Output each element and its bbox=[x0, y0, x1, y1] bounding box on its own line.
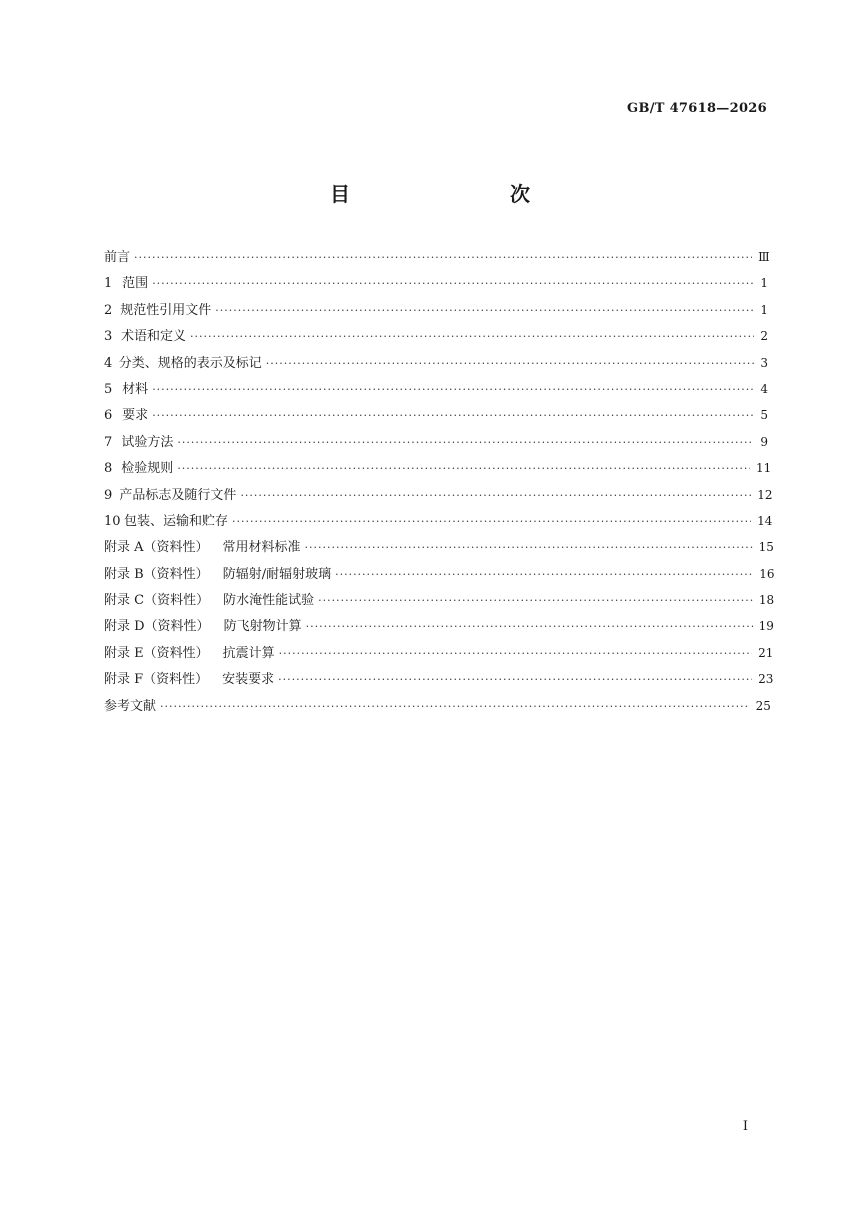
toc-entry[interactable] bbox=[104, 484, 773, 510]
toc-entry[interactable] bbox=[104, 695, 771, 721]
toc-dot-leader bbox=[232, 515, 751, 528]
toc-entry-label: 抗震计算 bbox=[222, 645, 275, 661]
document-code: GB/T 47618—2026 bbox=[627, 101, 767, 116]
toc-entry-label: 安装要求 bbox=[222, 672, 275, 688]
toc-entry-page: 11 bbox=[755, 461, 772, 476]
toc-entry-label: 防辐射/耐辐射玻璃 bbox=[222, 566, 332, 582]
toc-entry-page: 1 bbox=[760, 302, 768, 317]
toc-entry-page: 15 bbox=[758, 540, 774, 555]
toc-entry-label: 包装、运输和贮存 bbox=[123, 513, 228, 529]
toc-dot-leader bbox=[152, 277, 754, 290]
toc-entry[interactable] bbox=[104, 352, 768, 378]
toc-dot-leader bbox=[160, 700, 750, 713]
toc-entry-number: 8 bbox=[104, 461, 113, 477]
toc-entry-page: 2 bbox=[760, 329, 768, 344]
toc-entry-label: 检验规则 bbox=[121, 461, 174, 477]
toc-entry-label: 分类、规格的表示及标记 bbox=[118, 355, 262, 371]
toc-entry-number: 附录 F（资料性） bbox=[104, 672, 209, 688]
toc-dot-leader bbox=[190, 330, 754, 343]
toc-entry-label: 常用材料标准 bbox=[222, 540, 301, 556]
toc-entry[interactable] bbox=[104, 299, 768, 325]
toc-dot-leader bbox=[152, 409, 754, 422]
table-of-contents bbox=[104, 246, 775, 721]
toc-entry-label: 要求 bbox=[122, 408, 149, 424]
toc-entry[interactable] bbox=[104, 378, 768, 404]
toc-entry-page: 21 bbox=[758, 645, 774, 660]
toc-entry-number: 附录 C（资料性） bbox=[104, 593, 210, 609]
toc-dot-leader bbox=[177, 462, 750, 475]
toc-entry-label: 试验方法 bbox=[121, 434, 174, 450]
toc-entry-label: 产品标志及随行文件 bbox=[119, 487, 237, 503]
toc-entry-page: 25 bbox=[755, 698, 771, 713]
toc-entry[interactable] bbox=[104, 404, 768, 430]
toc-entry-number: 6 bbox=[104, 408, 113, 424]
toc-entry-page: 19 bbox=[758, 619, 774, 634]
toc-entry-label: 防飞射物计算 bbox=[223, 619, 302, 635]
toc-entry[interactable] bbox=[104, 615, 774, 641]
toc-entry-page: 1 bbox=[760, 276, 768, 291]
toc-entry-number: 1 bbox=[104, 276, 113, 292]
toc-entry-page: 18 bbox=[758, 593, 775, 608]
toc-dot-leader bbox=[306, 620, 753, 633]
toc-dot-leader bbox=[278, 673, 752, 686]
toc-entry-number: 9 bbox=[104, 487, 113, 503]
toc-entry-number: 附录 D（资料性） bbox=[104, 619, 210, 635]
toc-entry-number: 10 bbox=[104, 513, 121, 529]
toc-dot-leader bbox=[318, 594, 753, 607]
toc-dot-leader bbox=[279, 647, 752, 660]
toc-entry-number: 附录 B（资料性） bbox=[104, 566, 209, 582]
toc-entry-number: 附录 E（资料性） bbox=[104, 645, 209, 661]
toc-entry[interactable] bbox=[104, 272, 768, 298]
toc-entry-page: 3 bbox=[760, 355, 768, 370]
toc-entry-page: 4 bbox=[760, 381, 768, 396]
toc-entry[interactable] bbox=[104, 642, 774, 668]
toc-entry[interactable] bbox=[104, 510, 773, 536]
toc-entry[interactable] bbox=[104, 589, 775, 615]
page-title: 目 次 bbox=[330, 182, 570, 206]
toc-dot-leader bbox=[215, 304, 754, 317]
toc-entry-page: 16 bbox=[759, 566, 775, 581]
toc-dot-leader bbox=[134, 251, 752, 264]
toc-dot-leader bbox=[335, 568, 753, 581]
toc-entry-label: 防水淹性能试验 bbox=[223, 593, 315, 609]
toc-entry[interactable] bbox=[104, 563, 775, 589]
toc-entry-number: 7 bbox=[104, 434, 113, 450]
toc-entry[interactable] bbox=[104, 536, 774, 562]
toc-entry-number: 3 bbox=[104, 329, 113, 345]
toc-entry[interactable] bbox=[104, 246, 768, 272]
toc-entry-label: 规范性引用文件 bbox=[120, 302, 212, 318]
toc-dot-leader bbox=[305, 541, 753, 554]
page-number: Ⅰ bbox=[742, 1119, 748, 1134]
toc-entry-number: 附录 A（资料性） bbox=[104, 540, 209, 556]
toc-entry-number: 2 bbox=[104, 302, 113, 318]
toc-entry[interactable] bbox=[104, 457, 772, 483]
toc-entry-label: 参考文献 bbox=[104, 698, 157, 714]
toc-entry-number: 5 bbox=[104, 381, 113, 397]
toc-entry-page: 5 bbox=[760, 408, 768, 423]
toc-dot-leader bbox=[266, 357, 754, 370]
toc-entry-label: 材料 bbox=[122, 381, 149, 397]
toc-entry-page: 14 bbox=[757, 513, 773, 528]
toc-dot-leader bbox=[152, 383, 754, 396]
toc-entry-page: 12 bbox=[757, 487, 773, 502]
toc-entry-label: 范围 bbox=[122, 276, 149, 292]
toc-entry-label: 术语和定义 bbox=[121, 329, 187, 345]
toc-entry[interactable] bbox=[104, 668, 774, 694]
toc-entry-page: 23 bbox=[758, 672, 774, 687]
toc-entry-number: 4 bbox=[104, 355, 113, 371]
toc-dot-leader bbox=[177, 436, 754, 449]
toc-entry-page: Ⅲ bbox=[758, 250, 770, 264]
toc-entry[interactable] bbox=[104, 431, 768, 457]
toc-entry[interactable] bbox=[104, 325, 768, 351]
toc-entry-label: 前言 bbox=[104, 250, 131, 265]
toc-dot-leader bbox=[240, 489, 751, 502]
toc-entry-page: 9 bbox=[760, 434, 768, 449]
